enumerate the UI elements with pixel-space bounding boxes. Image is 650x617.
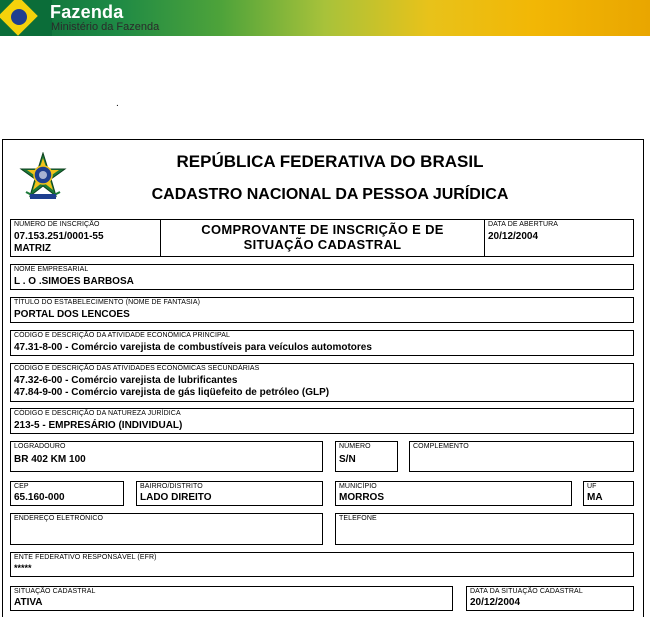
atividade-secundaria-1: 47.32-6-00 - Comércio varejista de lubrificantes bbox=[14, 375, 238, 386]
efr-value: ***** bbox=[14, 563, 32, 573]
numero-inscricao-label: NÚMERO DE INSCRIÇÃO bbox=[14, 221, 100, 228]
atividade-principal-label: CÓDIGO E DESCRIÇÃO DA ATIVIDADE ECONÔMICA PRINCIPAL bbox=[14, 332, 231, 339]
efr-label: ENTE FEDERATIVO RESPONSÁVEL (EFR) bbox=[14, 554, 157, 561]
atividades-secundarias-box bbox=[10, 363, 634, 402]
titulo-estabelecimento-box bbox=[10, 297, 634, 323]
data-situacao-value: 20/12/2004 bbox=[470, 597, 521, 608]
cep-value: 65.160-000 bbox=[14, 492, 65, 503]
situacao-cadastral-label: SITUAÇÃO CADASTRAL bbox=[14, 588, 96, 595]
endereco-eletronico-label: ENDEREÇO ELETRÔNICO bbox=[14, 515, 104, 522]
banner-subtitle: Ministério da Fazenda bbox=[51, 21, 160, 33]
uf-box bbox=[583, 481, 634, 506]
header-banner bbox=[0, 0, 650, 36]
natureza-juridica-label: CÓDIGO E DESCRIÇÃO DA NATUREZA JURÍDICA bbox=[14, 410, 181, 417]
municipio-label: MUNICÍPIO bbox=[339, 483, 377, 490]
logradouro-value: BR 402 KM 100 bbox=[14, 454, 86, 465]
receipt-title-box bbox=[160, 219, 485, 257]
bairro-label: BAIRRO/DISTRITO bbox=[140, 483, 203, 490]
numero-inscricao-type: MATRIZ bbox=[14, 243, 52, 254]
numero-inscricao-box bbox=[10, 219, 161, 257]
complemento-box bbox=[409, 441, 634, 472]
bairro-box bbox=[136, 481, 323, 506]
uf-value: MA bbox=[587, 492, 603, 503]
cep-label: CEP bbox=[14, 483, 29, 490]
endereco-eletronico-box bbox=[10, 513, 323, 545]
titulo-estabelecimento-label: TÍTULO DO ESTABELECIMENTO (NOME DE FANTASIA) bbox=[14, 299, 201, 306]
brazil-coat-of-arms-icon bbox=[18, 152, 68, 202]
receipt-title-line2: SITUAÇÃO CADASTRAL bbox=[243, 237, 402, 252]
titulo-estabelecimento-value: PORTAL DOS LENCOES bbox=[14, 309, 130, 320]
telefone-box bbox=[335, 513, 634, 545]
numero-box bbox=[335, 441, 398, 472]
situacao-cadastral-value: ATIVA bbox=[14, 597, 43, 608]
municipio-box bbox=[335, 481, 572, 506]
atividade-principal-box bbox=[10, 330, 634, 356]
data-situacao-box bbox=[466, 586, 634, 611]
republic-heading: REPÚBLICA FEDERATIVA DO BRASIL bbox=[176, 152, 484, 171]
atividades-secundarias-label: CÓDIGO E DESCRIÇÃO DAS ATIVIDADES ECONÔMICAS SECUNDÁRIAS bbox=[14, 365, 260, 372]
atividade-principal-value: 47.31-8-00 - Comércio varejista de combustíveis para veículos automotores bbox=[14, 342, 372, 353]
data-abertura-value: 20/12/2004 bbox=[488, 231, 539, 242]
nome-empresarial-value: L . O .SIMOES BARBOSA bbox=[14, 276, 134, 287]
data-abertura-box bbox=[484, 219, 634, 257]
atividade-secundaria-2: 47.84-9-00 - Comércio varejista de gás liqüefeito de petróleo (GLP) bbox=[14, 387, 330, 398]
cep-box bbox=[10, 481, 124, 506]
data-abertura-label: DATA DE ABERTURA bbox=[488, 221, 559, 228]
registry-heading: CADASTRO NACIONAL DA PESSOA JURÍDICA bbox=[151, 186, 509, 203]
uf-label: UF bbox=[587, 483, 597, 490]
nome-empresarial-label: NOME EMPRESARIAL bbox=[14, 266, 89, 273]
municipio-value: MORROS bbox=[339, 492, 384, 503]
stray-mark: . bbox=[116, 98, 119, 109]
situacao-cadastral-box bbox=[10, 586, 453, 611]
numero-value: S/N bbox=[339, 454, 356, 465]
numero-label: NÚMERO bbox=[339, 443, 371, 450]
numero-inscricao-value: 07.153.251/0001-55 bbox=[14, 231, 104, 242]
efr-box bbox=[10, 552, 634, 577]
nome-empresarial-box bbox=[10, 264, 634, 290]
logradouro-label: LOGRADOURO bbox=[14, 443, 66, 450]
complemento-label: COMPLEMENTO bbox=[413, 443, 469, 450]
telefone-label: TELEFONE bbox=[339, 515, 377, 522]
logradouro-box bbox=[10, 441, 323, 472]
receipt-title-line1: COMPROVANTE DE INSCRIÇÃO E DE bbox=[201, 222, 444, 237]
banner-title: Fazenda bbox=[50, 2, 124, 22]
data-situacao-label: DATA DA SITUAÇÃO CADASTRAL bbox=[470, 588, 583, 595]
natureza-juridica-box bbox=[10, 408, 634, 434]
bairro-value: LADO DIREITO bbox=[140, 492, 212, 503]
brazil-flag-icon bbox=[0, 0, 52, 36]
natureza-juridica-value: 213-5 - EMPRESÁRIO (INDIVIDUAL) bbox=[14, 420, 183, 431]
